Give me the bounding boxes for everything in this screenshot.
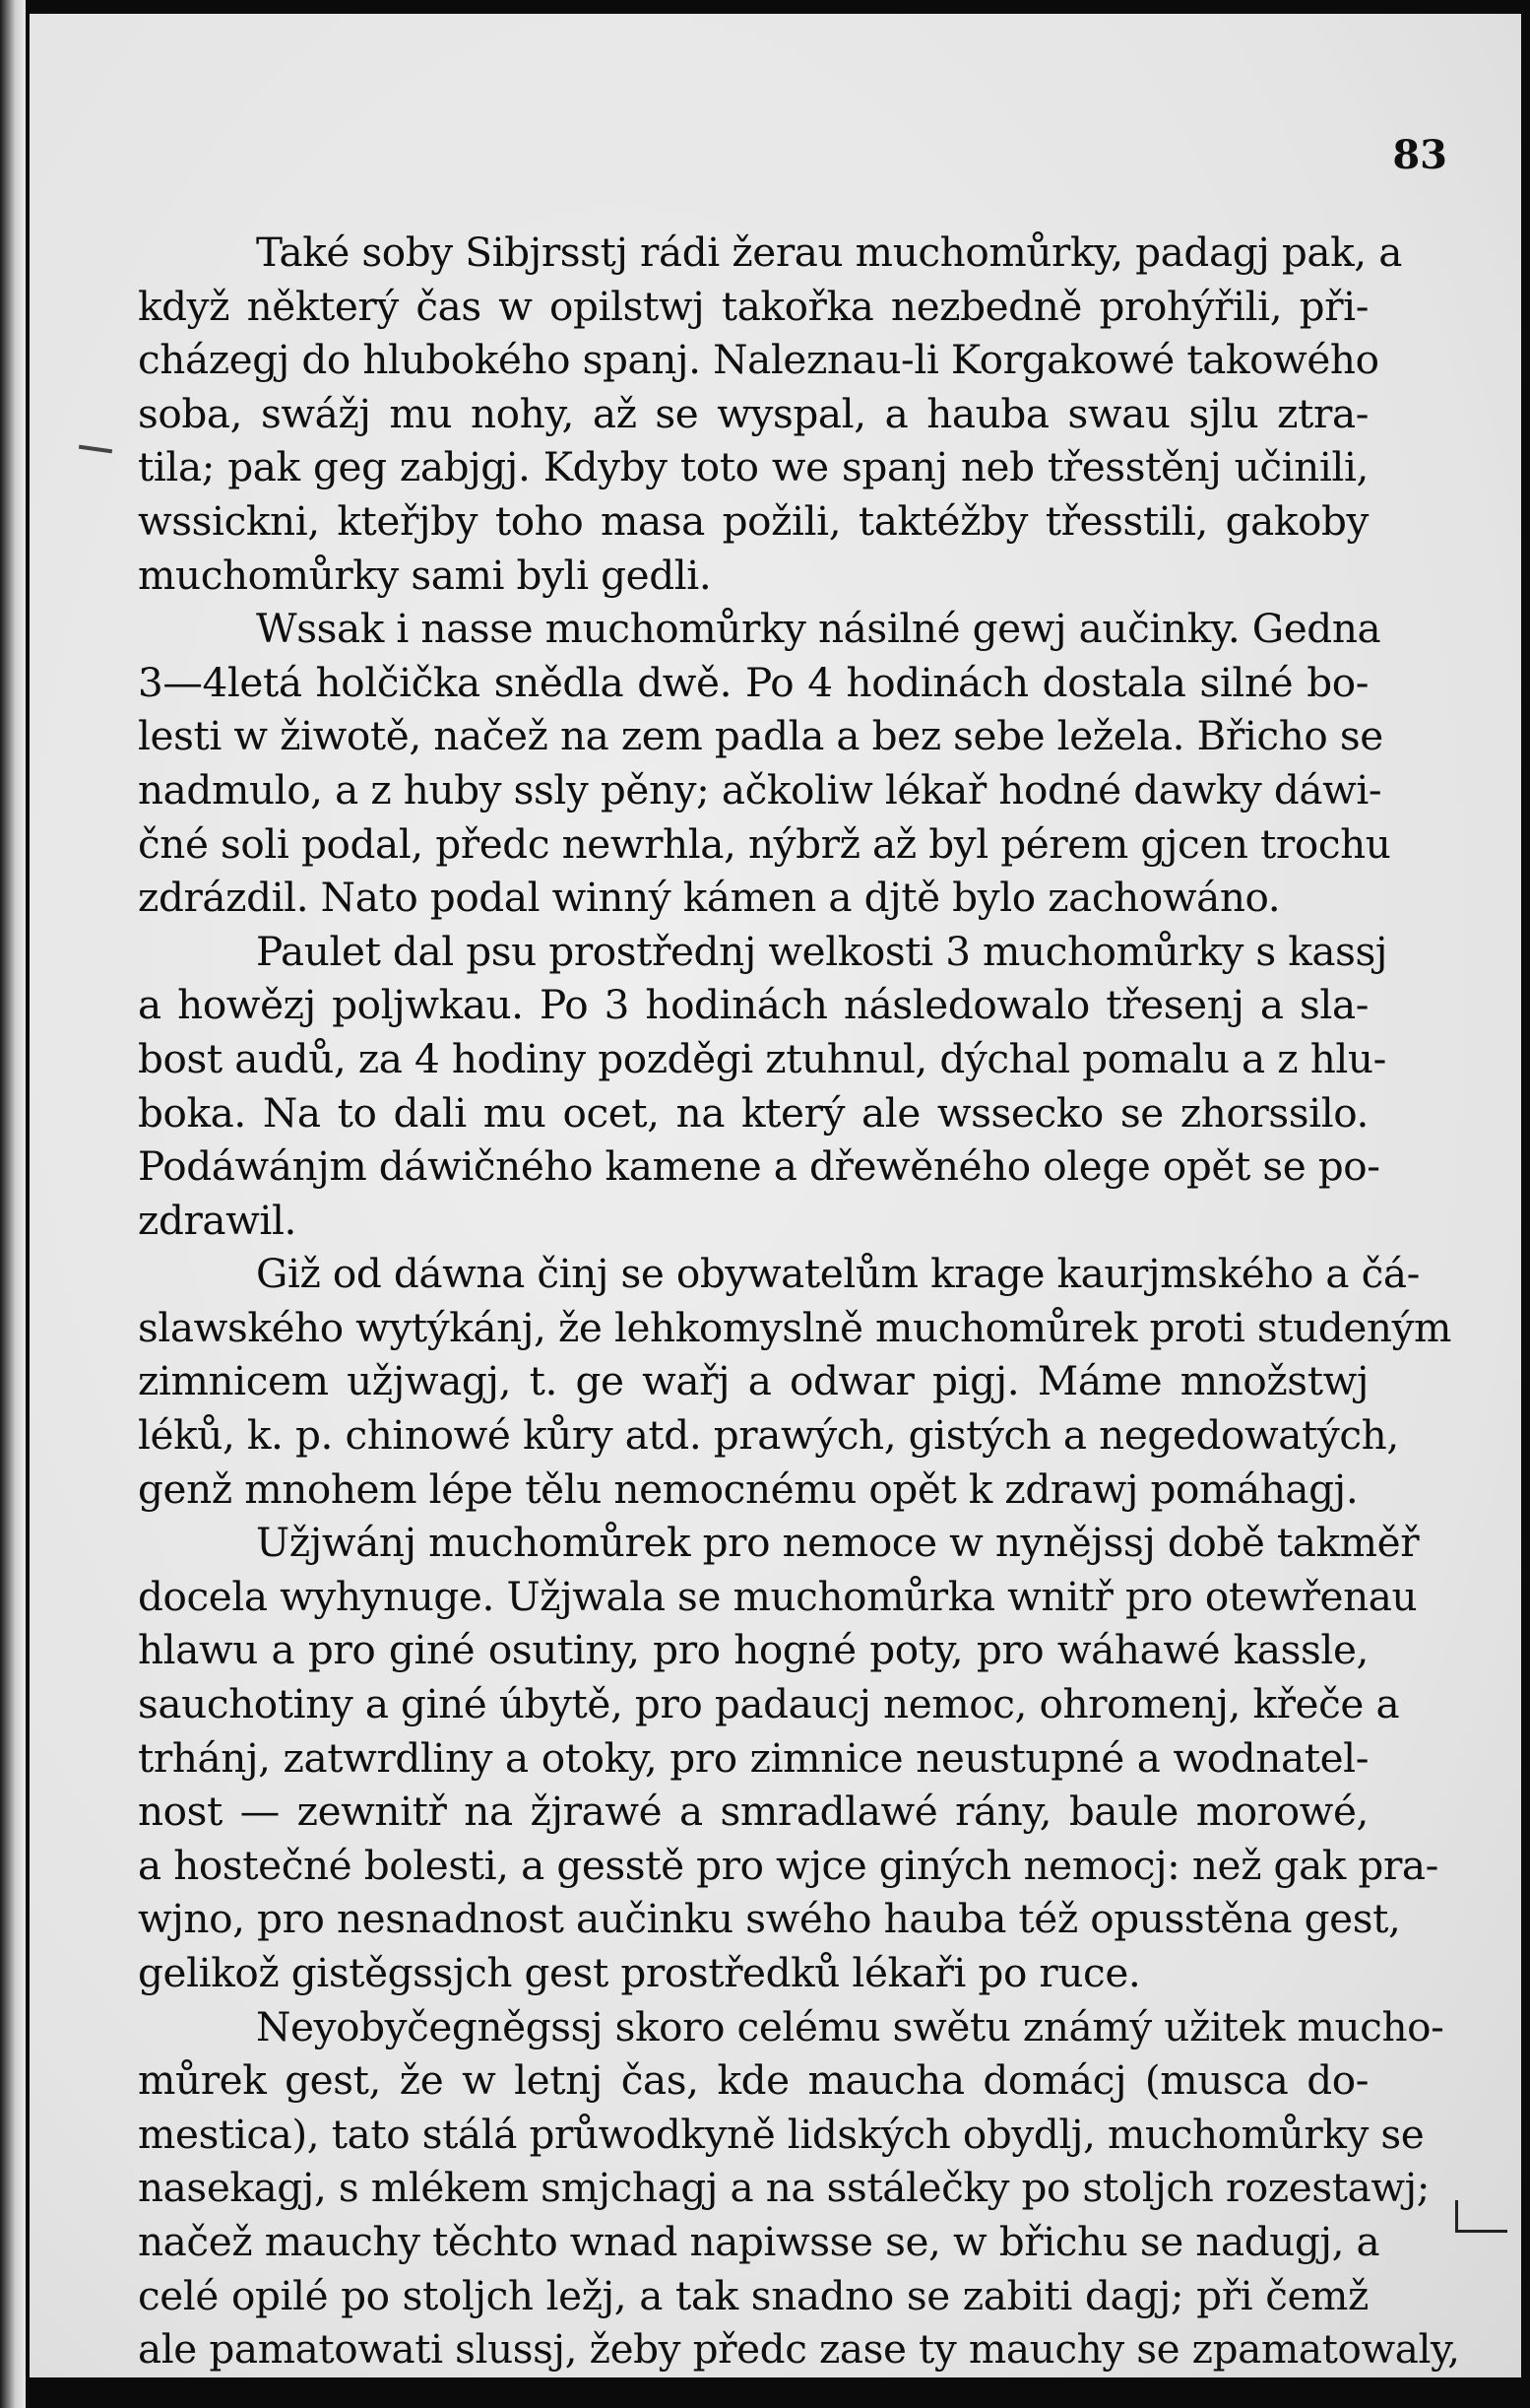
text-line: nadmulo, a z huby ssly pěny; ačkoliw lékař hodné dawky dáwi- bbox=[138, 765, 1382, 814]
margin-bracket-mark bbox=[1455, 2200, 1507, 2233]
paragraph bbox=[138, 925, 1388, 1248]
text-line: a hostečné bolesti, a gesstě pro wjce giných nemocj: než gak pra- bbox=[138, 1841, 1438, 1889]
text-line: boka. Na to dali mu ocet, na který ale wssecko se zhorssilo. bbox=[138, 1088, 1369, 1137]
text-line: načež mauchy těchto wnad napiwsse se, w břichu se nadugj, a bbox=[138, 2217, 1380, 2265]
text-line: wjno, pro nesnadnost aučinku swého hauba též opusstěna gest, bbox=[138, 1895, 1401, 1943]
text-line: Podáwánjm dáwičného kamene a dřewěného olege opět se po- bbox=[138, 1142, 1380, 1191]
text-line: Wssak i nasse muchomůrky násilné gewj aučinky. Gedna bbox=[256, 605, 1381, 653]
text-line: tila; pak geg zabjgj. Kdyby toto we spanj neb třesstěnj učinili, bbox=[138, 443, 1369, 491]
text-line: trhánj, zatwrdliny a otoky, pro zimnice neustupné a wodnatel- bbox=[138, 1733, 1369, 1782]
text-line: mestica), tato stálá průwodkyně lidských obydlj, muchomůrky se bbox=[138, 2110, 1425, 2158]
text-line: ale pamatowati slussj, žeby předc zase ty mauchy se zpamatowaly, bbox=[138, 2325, 1460, 2374]
text-line: Užjwánj muchomůrek pro nemoce w nynějssj době takměř bbox=[256, 1519, 1420, 1567]
page-number: 83 bbox=[1392, 132, 1447, 178]
text-line: genž mnohem lépe tělu nemocnému opět k zdrawj pomáhagj. bbox=[138, 1464, 1359, 1513]
text-line: lesti w žiwotě, načež na zem padla a bez sebe ležela. Břicho se bbox=[138, 712, 1383, 760]
text-line: zdrázdil. Nato podal winný kámen a djtě bylo zachowáno. bbox=[138, 874, 1281, 922]
text-line: gelikož gistěgssjch gest prostředků lékaři po ruce. bbox=[138, 1949, 1141, 1996]
text-line: celé opilé po stoljch ležj, a tak snadno se zabiti dagj; při čemž bbox=[138, 2271, 1369, 2319]
text-line: sauchotiny a giné úbytě, pro padaucj nemoc, ohromenj, křeče a bbox=[138, 1680, 1400, 1728]
text-line: zimnicem užjwagj, t. ge wařj a odwar pigj. Máme množstwj bbox=[138, 1357, 1369, 1405]
text-line: čné soli podal, předc newrhla, nýbrž až byl pérem gjcen trochu bbox=[138, 819, 1391, 868]
text-line: Také soby Sibjrsstj rádi žerau muchomůrky, padagj pak, a bbox=[256, 228, 1402, 276]
text-line: 3—4letá holčička snědla dwě. Po 4 hodinách dostala silné bo- bbox=[138, 658, 1369, 706]
book-page bbox=[30, 14, 1521, 2377]
text-line: léků, k. p. chinowé kůry atd. prawých, gistých a negedowatých, bbox=[138, 1411, 1399, 1460]
text-line: wssickni, kteřjby toho masa požili, taktéžby třesstili, gakoby bbox=[138, 496, 1369, 545]
text-line: nost — zewnitř na žjrawé a smradlawé rány, baule morowé, bbox=[138, 1788, 1369, 1836]
text-line: Neyobyčegněgssj skoro celému swětu známý užitek mucho- bbox=[256, 2002, 1444, 2050]
text-line: muchomůrky sami byli gedli. bbox=[138, 551, 712, 599]
paragraph bbox=[138, 1516, 1438, 1999]
body-text bbox=[138, 226, 1460, 2376]
text-line: cházegj do hlubokého spanj. Naleznau-li Korgakowé takowého bbox=[138, 336, 1379, 384]
text-line: slawského wytýkánj, že lehkomyslně muchomůrek proti studeným bbox=[138, 1303, 1452, 1351]
text-line: když některý čas w opilstwj takořka nezbedně prohýřili, při- bbox=[138, 282, 1369, 330]
paragraph bbox=[138, 602, 1391, 925]
text-line: docela wyhynuge. Užjwala se muchomůrka wnitř pro otewřenau bbox=[138, 1572, 1418, 1620]
page-gutter-edge bbox=[0, 0, 26, 2408]
text-line: zdrawil. bbox=[138, 1196, 297, 1244]
text-line: hlawu a pro giné osutiny, pro hogné poty, pro wáhawé kassle, bbox=[138, 1626, 1369, 1674]
paragraph bbox=[138, 1247, 1452, 1516]
text-line: Giž od dáwna činj se obywatelům krage kaurjmského a čá- bbox=[256, 1250, 1420, 1298]
text-line: můrek gest, že w letnj čas, kde maucha domácj (musca do- bbox=[138, 2056, 1369, 2105]
text-line: a howězj poljwkau. Po 3 hodinách následowalo třesenj a sla- bbox=[138, 981, 1369, 1029]
paragraph bbox=[138, 2000, 1460, 2376]
paragraph bbox=[138, 226, 1402, 602]
text-line: soba, swážj mu nohy, až se wyspal, a hauba swau sjlu ztra- bbox=[138, 389, 1369, 437]
margin-dash-mark bbox=[79, 445, 112, 454]
text-line: nasekagj, s mlékem smjchagj a na sstálečky po stoljch rozestawj; bbox=[138, 2164, 1430, 2212]
text-line: Paulet dal psu prostřednj welkosti 3 muchomůrky s kassj bbox=[256, 927, 1388, 975]
text-line: bost audů, za 4 hodiny pozděgi ztuhnul, dýchal pomalu a z hlu- bbox=[138, 1034, 1386, 1082]
